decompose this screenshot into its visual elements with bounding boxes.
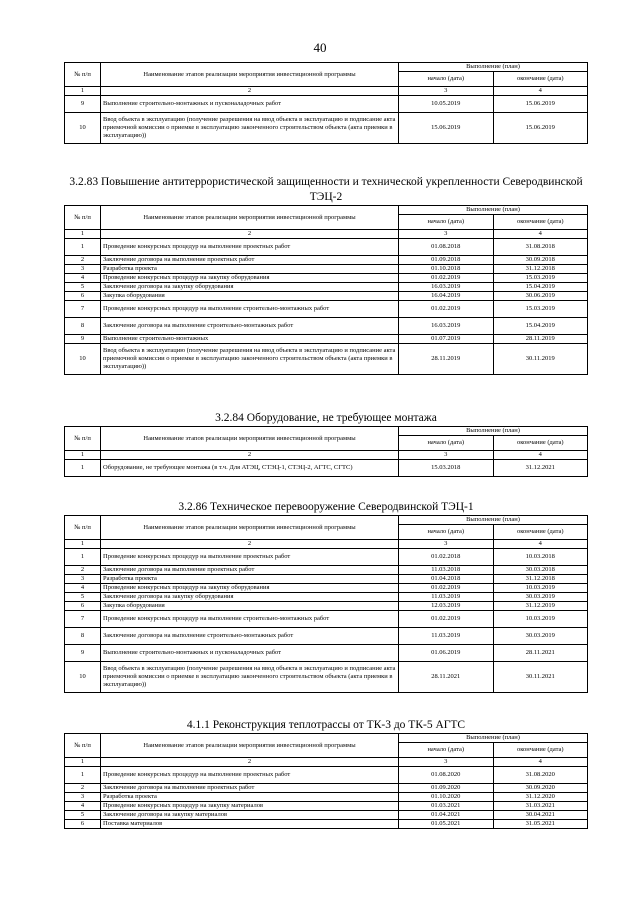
row-number: 2 <box>65 784 101 793</box>
column-number: 3 <box>399 230 494 239</box>
header-name: Наименование этапов реализации мероприятия инвестиционной программы <box>101 516 399 540</box>
end-date: 10.03.2019 <box>493 584 588 593</box>
end-date: 30.04.2021 <box>493 811 588 820</box>
end-date: 15.03.2019 <box>493 301 588 318</box>
stage-name: Проведение конкурсных процедур на выполнение проектных работ <box>101 549 399 566</box>
row-number: 2 <box>65 256 101 265</box>
end-date: 30.11.2019 <box>493 344 588 375</box>
table-row <box>65 628 588 645</box>
start-date: 01.06.2019 <box>399 645 494 662</box>
stage-name: Выполнение строительно-монтажных и пусконаладочных работ <box>101 96 399 113</box>
table-row <box>65 549 588 566</box>
stage-name: Ввод объекта в эксплуатацию (получение разрешения на ввод объекта в эксплуатацию и подписание акта приемочной комиссии о приемке в эксплуатацию законченного строительством объекта (акта приемки в эксплуатацию)) <box>101 113 399 144</box>
start-date: 16.03.2019 <box>399 318 494 335</box>
row-number: 6 <box>65 602 101 611</box>
column-number: 4 <box>493 230 588 239</box>
end-date: 15.04.2019 <box>493 318 588 335</box>
start-date: 01.09.2020 <box>399 784 494 793</box>
start-date: 16.03.2019 <box>399 283 494 292</box>
column-number: 2 <box>101 540 399 549</box>
section-4-1-1 <box>64 718 588 829</box>
table-row <box>65 566 588 575</box>
section-title: 3.2.84 Оборудование, не требующее монтажа <box>215 412 437 424</box>
column-number: 4 <box>493 540 588 549</box>
row-number: 3 <box>65 575 101 584</box>
stage-name: Заключение договора на выполнение строительно-монтажных работ <box>101 628 399 645</box>
row-number: 8 <box>65 318 101 335</box>
row-number: 2 <box>65 566 101 575</box>
header-end: окончание (дата) <box>493 525 588 540</box>
start-date: 01.02.2018 <box>399 549 494 566</box>
header-row <box>65 206 588 215</box>
start-date: 15.06.2019 <box>399 113 494 144</box>
table-row <box>65 645 588 662</box>
start-date: 01.02.2019 <box>399 584 494 593</box>
header-exec: Выполнение (план) <box>399 516 588 525</box>
end-date: 31.12.2018 <box>493 575 588 584</box>
end-date: 30.09.2018 <box>493 256 588 265</box>
table-row <box>65 584 588 593</box>
start-date: 28.11.2021 <box>399 662 494 693</box>
table-row <box>65 460 588 477</box>
table-row <box>65 274 588 283</box>
stages-table <box>64 733 588 829</box>
table-row <box>65 593 588 602</box>
start-date: 12.03.2019 <box>399 602 494 611</box>
start-date: 01.04.2018 <box>399 575 494 584</box>
row-number: 5 <box>65 283 101 292</box>
header-exec: Выполнение (план) <box>399 63 588 72</box>
column-number: 1 <box>65 758 101 767</box>
table-row <box>65 344 588 375</box>
row-number: 4 <box>65 802 101 811</box>
column-number: 3 <box>399 758 494 767</box>
stage-name: Проведение конкурсных процедур на выполнение строительно-монтажных работ <box>101 611 399 628</box>
stage-name: Заключение договора на выполнение проектных работ <box>101 256 399 265</box>
column-number: 2 <box>101 230 399 239</box>
column-number: 1 <box>65 87 101 96</box>
header-name: Наименование этапов реализации мероприятия инвестиционной программы <box>101 206 399 230</box>
stage-name: Разработка проекта <box>101 793 399 802</box>
start-date: 01.02.2019 <box>399 301 494 318</box>
stages-table <box>64 426 588 477</box>
row-number: 5 <box>65 811 101 820</box>
stages-table <box>64 205 588 375</box>
row-number: 1 <box>65 549 101 566</box>
row-number: 4 <box>65 274 101 283</box>
header-start: начало (дата) <box>399 525 494 540</box>
stage-name: Проведение конкурсных процедур на выполнение строительно-монтажных работ <box>101 301 399 318</box>
header-row <box>65 427 588 436</box>
end-date: 31.05.2021 <box>493 820 588 829</box>
row-number: 10 <box>65 344 101 375</box>
column-number: 4 <box>493 758 588 767</box>
table-row <box>65 96 588 113</box>
header-name: Наименование этапов реализации мероприятия инвестиционной программы <box>101 734 399 758</box>
stage-name: Разработка проекта <box>101 265 399 274</box>
header-end: окончание (дата) <box>493 72 588 87</box>
table-row <box>65 802 588 811</box>
start-date: 01.05.2021 <box>399 820 494 829</box>
stage-name: Разработка проекта <box>101 575 399 584</box>
table-row <box>65 318 588 335</box>
end-date: 31.12.2020 <box>493 793 588 802</box>
end-date: 31.08.2018 <box>493 239 588 256</box>
table-row <box>65 283 588 292</box>
stages-table <box>64 62 588 144</box>
end-date: 15.03.2019 <box>493 274 588 283</box>
table-continuation <box>64 62 588 144</box>
table-row <box>65 767 588 784</box>
table-row <box>65 611 588 628</box>
stage-name: Оборудование, не требующее монтажа (в т.ч. Для АТЭЦ, СТЭЦ-1, СТЭЦ-2, АГТС, СГТС) <box>101 460 399 477</box>
end-date: 31.03.2021 <box>493 802 588 811</box>
end-date: 15.06.2019 <box>493 113 588 144</box>
section-title: 3.2.83 Повышение антитеррористической защищенности и технической укрепленности Северодвинской ТЭЦ-2 <box>69 176 583 203</box>
start-date: 01.07.2019 <box>399 335 494 344</box>
header-num: № п/п <box>65 63 101 87</box>
start-date: 11.03.2019 <box>399 628 494 645</box>
row-number: 8 <box>65 628 101 645</box>
header-end: окончание (дата) <box>493 215 588 230</box>
stage-name: Поставка материалов <box>101 820 399 829</box>
start-date: 11.03.2019 <box>399 593 494 602</box>
header-exec: Выполнение (план) <box>399 734 588 743</box>
start-date: 16.04.2019 <box>399 292 494 301</box>
start-date: 01.10.2020 <box>399 793 494 802</box>
column-number: 3 <box>399 540 494 549</box>
column-number: 1 <box>65 230 101 239</box>
header-start: начало (дата) <box>399 72 494 87</box>
row-number: 5 <box>65 593 101 602</box>
table-row <box>65 793 588 802</box>
table-row <box>65 301 588 318</box>
end-date: 30.09.2020 <box>493 784 588 793</box>
column-number: 2 <box>101 451 399 460</box>
end-date: 30.03.2018 <box>493 566 588 575</box>
stage-name: Проведение конкурсных процедур на закупку оборудования <box>101 584 399 593</box>
row-number: 3 <box>65 793 101 802</box>
row-number: 6 <box>65 820 101 829</box>
row-number: 6 <box>65 292 101 301</box>
row-number: 4 <box>65 584 101 593</box>
stage-name: Проведение конкурсных процедур на выполнение проектных работ <box>101 239 399 256</box>
header-exec: Выполнение (план) <box>399 427 588 436</box>
section-title: 4.1.1 Реконструкция теплотрассы от ТК-3 до ТК-5 АГТС <box>186 719 466 731</box>
table-row <box>65 575 588 584</box>
stage-name: Заключение договора на закупку оборудования <box>101 593 399 602</box>
header-row <box>65 63 588 72</box>
row-number: 10 <box>65 662 101 693</box>
header-num: № п/п <box>65 427 101 451</box>
row-number: 7 <box>65 301 101 318</box>
stage-name: Проведение конкурсных процедур на выполнение проектных работ <box>101 767 399 784</box>
column-number: 3 <box>399 451 494 460</box>
stage-name: Заключение договора на выполнение проектных работ <box>101 566 399 575</box>
start-date: 15.03.2018 <box>399 460 494 477</box>
table-row <box>65 811 588 820</box>
end-date: 30.06.2019 <box>493 292 588 301</box>
row-number: 1 <box>65 460 101 477</box>
end-date: 28.11.2021 <box>493 645 588 662</box>
page-number: 40 <box>313 40 327 55</box>
stage-name: Выполнение строительно-монтажных и пусконаладочных работ <box>101 645 399 662</box>
end-date: 31.08.2020 <box>493 767 588 784</box>
row-number: 7 <box>65 611 101 628</box>
stage-name: Закупка оборудования <box>101 602 399 611</box>
row-number: 9 <box>65 96 101 113</box>
column-number: 4 <box>493 87 588 96</box>
column-number: 3 <box>399 87 494 96</box>
end-date: 30.03.2019 <box>493 593 588 602</box>
end-date: 30.11.2021 <box>493 662 588 693</box>
header-end: окончание (дата) <box>493 743 588 758</box>
column-numbers-row <box>65 451 588 460</box>
end-date: 30.03.2019 <box>493 628 588 645</box>
row-number: 1 <box>65 767 101 784</box>
header-num: № п/п <box>65 206 101 230</box>
stage-name: Проведение конкурсных процедур на закупку оборудования <box>101 274 399 283</box>
header-start: начало (дата) <box>399 743 494 758</box>
start-date: 01.02.2019 <box>399 611 494 628</box>
section-3-2-83 <box>64 175 588 375</box>
column-numbers-row <box>65 758 588 767</box>
end-date: 31.12.2021 <box>493 460 588 477</box>
header-start: начало (дата) <box>399 436 494 451</box>
header-start: начало (дата) <box>399 215 494 230</box>
start-date: 01.08.2018 <box>399 239 494 256</box>
section-3-2-86 <box>64 500 588 693</box>
stage-name: Ввод объекта в эксплуатацию (получение разрешения на ввод объекта в эксплуатацию и подписание акта приемочной комиссии о приемке в эксплуатацию законченного строительством объекта (акта приемки в эксплуатацию)) <box>101 344 399 375</box>
start-date: 01.09.2018 <box>399 256 494 265</box>
table-row <box>65 662 588 693</box>
header-num: № п/п <box>65 734 101 758</box>
start-date: 01.02.2019 <box>399 274 494 283</box>
stage-name: Проведение конкурсных процедур на закупку материалов <box>101 802 399 811</box>
start-date: 10.05.2019 <box>399 96 494 113</box>
section-title: 3.2.86 Техническое перевооружение Северодвинской ТЭЦ-1 <box>178 501 474 513</box>
stage-name: Заключение договора на закупку оборудования <box>101 283 399 292</box>
header-name: Наименование этапов реализации мероприятия инвестиционной программы <box>101 63 399 87</box>
stage-name: Заключение договора на выполнение строительно-монтажных работ <box>101 318 399 335</box>
row-number: 10 <box>65 113 101 144</box>
start-date: 01.10.2018 <box>399 265 494 274</box>
end-date: 15.04.2019 <box>493 283 588 292</box>
start-date: 11.03.2018 <box>399 566 494 575</box>
column-number: 2 <box>101 87 399 96</box>
table-row <box>65 335 588 344</box>
header-num: № п/п <box>65 516 101 540</box>
stage-name: Заключение договора на закупку материалов <box>101 811 399 820</box>
row-number: 9 <box>65 645 101 662</box>
header-row <box>65 734 588 743</box>
header-row <box>65 516 588 525</box>
column-numbers-row <box>65 540 588 549</box>
row-number: 1 <box>65 239 101 256</box>
table-row <box>65 265 588 274</box>
table-row <box>65 239 588 256</box>
end-date: 31.12.2018 <box>493 265 588 274</box>
stage-name: Заключение договора на выполнение проектных работ <box>101 784 399 793</box>
end-date: 15.06.2019 <box>493 96 588 113</box>
end-date: 10.03.2019 <box>493 611 588 628</box>
column-numbers-row <box>65 87 588 96</box>
column-number: 1 <box>65 540 101 549</box>
column-number: 1 <box>65 451 101 460</box>
column-number: 2 <box>101 758 399 767</box>
start-date: 01.03.2021 <box>399 802 494 811</box>
table-row <box>65 292 588 301</box>
header-name: Наименование этапов реализации мероприятия инвестиционной программы <box>101 427 399 451</box>
header-exec: Выполнение (план) <box>399 206 588 215</box>
row-number: 9 <box>65 335 101 344</box>
stage-name: Закупка оборудования <box>101 292 399 301</box>
end-date: 31.12.2019 <box>493 602 588 611</box>
end-date: 10.03.2018 <box>493 549 588 566</box>
column-number: 4 <box>493 451 588 460</box>
table-row <box>65 820 588 829</box>
start-date: 01.04.2021 <box>399 811 494 820</box>
stage-name: Выполнение строительно-монтажных <box>101 335 399 344</box>
section-3-2-84 <box>64 411 588 477</box>
start-date: 28.11.2019 <box>399 344 494 375</box>
end-date: 28.11.2019 <box>493 335 588 344</box>
column-numbers-row <box>65 230 588 239</box>
start-date: 01.08.2020 <box>399 767 494 784</box>
stage-name: Ввод объекта в эксплуатацию (получение разрешения на ввод объекта в эксплуатацию и подписание акта приемочной комиссии о приемке в эксплуатацию законченного строительством объекта (акта приемки в эксплуатацию)) <box>101 662 399 693</box>
header-end: окончание (дата) <box>493 436 588 451</box>
table-row <box>65 256 588 265</box>
table-row <box>65 113 588 144</box>
row-number: 3 <box>65 265 101 274</box>
table-row <box>65 602 588 611</box>
table-row <box>65 784 588 793</box>
stages-table <box>64 515 588 693</box>
